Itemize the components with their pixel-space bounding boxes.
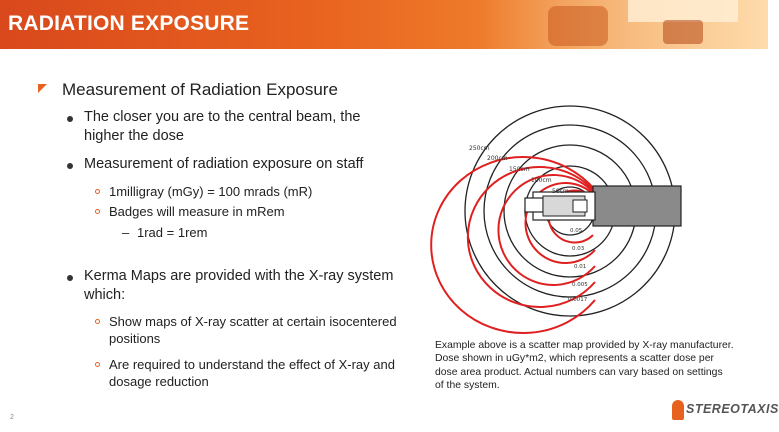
sub-bullet-ring-icon [95,362,100,367]
sub-bullet-text: Badges will measure in mRem [109,204,285,219]
dose-label: 0.0017 [568,297,588,303]
patient-table [593,186,681,226]
sub-bullet-text: 1milligray (mGy) = 100 mrads (mR) [109,184,313,199]
sub-bullet-text: positions [109,331,161,346]
bullet-text: The closer you are to the central beam, the [84,109,361,125]
sub-bullet-ring-icon [95,319,100,324]
bullet-text: Kerma Maps are provided with the X-ray system [84,268,394,284]
caption-line: of the system. [435,379,500,391]
collimator [573,200,587,212]
bullet-text: which: [84,287,126,303]
sub-sub-bullet-text: 1rad = 1rem [137,225,208,240]
dash-marker: – [122,225,130,240]
caption-line: Dose shown in uGy*m2, which represents a scatter dose per [435,353,714,365]
dose-label: 0.005 [572,282,588,288]
heading-marker-icon [38,84,47,93]
distance-label: 100cm [531,177,552,184]
bullet-dot-icon [67,163,73,169]
distance-label: 150cm [509,166,530,173]
bullet-text: Measurement of radiation exposure on staff [84,156,364,172]
logo-text: STEREOTAXIS [686,402,779,416]
section-heading: Measurement of Radiation Exposure [62,80,338,99]
bullet-dot-icon [67,116,73,122]
map-caption [435,339,735,392]
distance-label: 200cm [487,155,508,162]
slide-title: RADIATION EXPOSURE [8,12,250,35]
dose-label: 0.05 [570,228,583,234]
distance-label: 250cm [469,145,490,152]
page-number: 2 [10,414,14,421]
sub-bullet-text: dosage reduction [109,374,209,389]
distance-label: 50cm [552,188,569,195]
sub-bullet-text: Show maps of X-ray scatter at certain isocentered [109,314,397,329]
bullet-text: higher the dose [84,128,184,144]
caption-line: dose area product. Actual numbers can vary based on settings [435,366,723,378]
kerma-scatter-map [455,110,705,324]
sub-bullet-ring-icon [95,189,100,194]
dose-label: 0.01 [574,264,587,270]
company-logo [672,398,779,424]
dose-label: 0.03 [572,246,585,252]
logo-mark-icon [672,400,684,420]
caption-line: Example above is a scatter map provided by X-ray manufacturer. [435,340,734,351]
sub-bullet-ring-icon [95,209,100,214]
sub-bullet-text: Are required to understand the effect of X-ray and [109,357,395,372]
bullet-dot-icon [67,275,73,281]
detector-outline [525,198,543,212]
